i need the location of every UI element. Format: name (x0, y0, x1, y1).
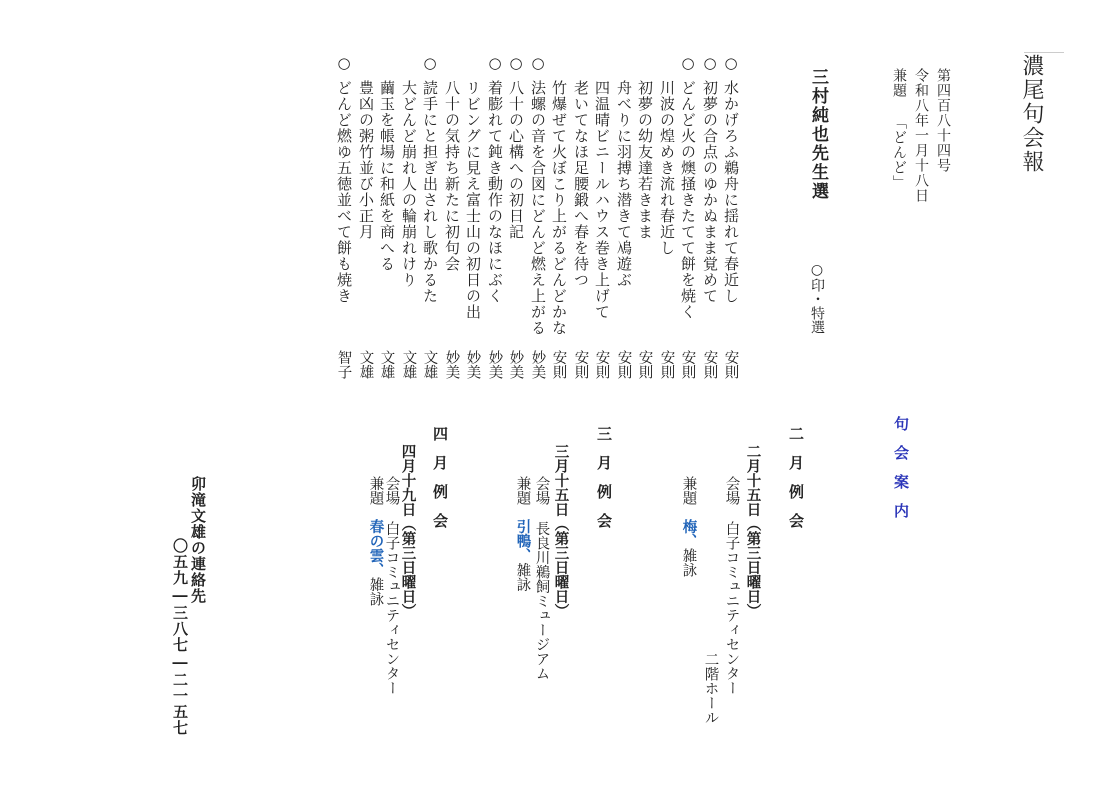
haiku-text: 老いてなほ足腰鍛へ春を待つ (572, 80, 590, 288)
meeting-venue: 会場 長良川鵜飼ミュージアム (533, 476, 550, 681)
haiku-text: 竹爆ぜて火ぼこり上がるどんどかな (550, 80, 568, 336)
haiku-text: 水かげろふ鵜舟に揺れて春近し (722, 80, 740, 304)
haiku-author: 安則 (636, 350, 653, 379)
meeting-date: 四月十九日（第三日曜日） (399, 444, 417, 618)
haiku-mark: ○ (529, 54, 547, 72)
meeting-topic-rest: 雑詠 (680, 548, 697, 577)
haiku-text: どんど燃ゆ五徳並べて餅も焼き (335, 80, 353, 304)
haiku-mark: ○ (722, 54, 740, 72)
selection-note: ○印・特選 (809, 262, 825, 334)
haiku-author: 安則 (550, 350, 567, 379)
meeting-topic-label: 兼題 (367, 476, 384, 505)
haiku-author: 安則 (722, 350, 739, 379)
meeting-topic-highlight: 梅、 (680, 519, 698, 548)
meeting-topic-label: 兼題 (680, 476, 697, 505)
meeting-heading: 四月例会 (431, 426, 449, 542)
haiku-text: 初夢の合点のゆかぬまま覚めて (701, 80, 719, 304)
meeting-topic (515, 476, 530, 592)
haiku-author: 妙美 (486, 350, 503, 379)
meeting-venue: 会場 白子コミュニティセンター (383, 476, 400, 695)
haiku-author: 安則 (679, 350, 696, 379)
meeting-venue: 会場 白子コミュニティセンター (723, 476, 740, 695)
meeting-topic-highlight: 引鴨、 (514, 519, 532, 563)
issue-topic: 兼題 「どんど」 (891, 68, 907, 190)
haiku-author: 妙美 (507, 350, 524, 379)
meeting-venue-2: 二階ホール (702, 652, 719, 725)
meeting-topic-highlight: 春の雲、 (367, 519, 385, 577)
haiku-text: 法螺の音を合図にどんど燃え上がる (529, 80, 547, 336)
meeting-topic (368, 476, 383, 606)
haiku-author: 妙美 (529, 350, 546, 379)
haiku-text: リビングに見え富士山の初日の出 (464, 80, 482, 320)
meeting-topic (681, 476, 696, 577)
haiku-mark: ○ (507, 54, 525, 72)
contact-label: 卯滝文雄の連絡先 (189, 476, 207, 604)
issue-date: 令和八年一月十八日 (913, 68, 929, 203)
selection-title: 三村純也先生選 (808, 68, 828, 201)
haiku-mark: ○ (486, 54, 504, 72)
haiku-author: 文雄 (421, 350, 438, 379)
contact-phone: 〇五九―三八七―二一五七 (171, 538, 189, 736)
haiku-author: 安則 (615, 350, 632, 379)
guide-title: 句会案内 (892, 416, 910, 532)
haiku-mark: ○ (421, 54, 439, 72)
haiku-mark: ○ (701, 54, 719, 72)
haiku-text: 繭玉を帳場に和紙を商へる (378, 80, 396, 272)
haiku-author: 智子 (335, 350, 352, 379)
haiku-mark: ○ (679, 54, 697, 72)
haiku-text: 着膨れて鈍き動作のなほにぶく (486, 80, 504, 304)
haiku-author: 妙美 (443, 350, 460, 379)
haiku-author: 安則 (658, 350, 675, 379)
haiku-author: 安則 (572, 350, 589, 379)
haiku-author: 文雄 (357, 350, 374, 379)
meeting-heading: 二月例会 (787, 426, 805, 542)
meeting-date: 三月十五日（第三日曜日） (552, 444, 570, 618)
haiku-author: 妙美 (464, 350, 481, 379)
issue-number: 第四百八十四号 (935, 68, 951, 173)
meeting-topic-rest: 雑詠 (514, 562, 531, 592)
haiku-text: 舟べりに羽搏ち潜きて鳰遊ぶ (615, 80, 633, 288)
haiku-author: 安則 (593, 350, 610, 379)
masthead-title: 濃尾句会報 (1019, 54, 1044, 174)
masthead-divider (1024, 52, 1064, 53)
meeting-date: 二月十五日（第三日曜日） (744, 444, 762, 618)
haiku-text: 四温晴ビニールハウス巻き上げて (593, 80, 611, 320)
haiku-text: どんど火の燠掻きたてて餅を焼く (679, 80, 697, 320)
haiku-text: 八十の心構への初日記 (507, 80, 525, 240)
haiku-author: 文雄 (400, 350, 417, 379)
haiku-text: 初夢の幼友達若きまま (636, 80, 654, 240)
meeting-topic-label: 兼題 (514, 476, 531, 505)
haiku-text: 川波の煌めき流れ春近し (658, 80, 676, 256)
meeting-topic-rest: 雑詠 (367, 577, 384, 606)
haiku-mark: ○ (335, 54, 353, 72)
haiku-text: 大どんど崩れ人の輪崩れけり (400, 80, 418, 288)
haiku-author: 文雄 (378, 350, 395, 379)
haiku-text: 八十の気持ち新たに初句会 (443, 80, 461, 272)
haiku-text: 読手にと担ぎ出されし歌かるた (421, 80, 439, 304)
meeting-heading: 三月例会 (595, 426, 613, 542)
haiku-text: 豊凶の粥竹並び小正月 (357, 80, 375, 240)
haiku-author: 安則 (701, 350, 718, 379)
